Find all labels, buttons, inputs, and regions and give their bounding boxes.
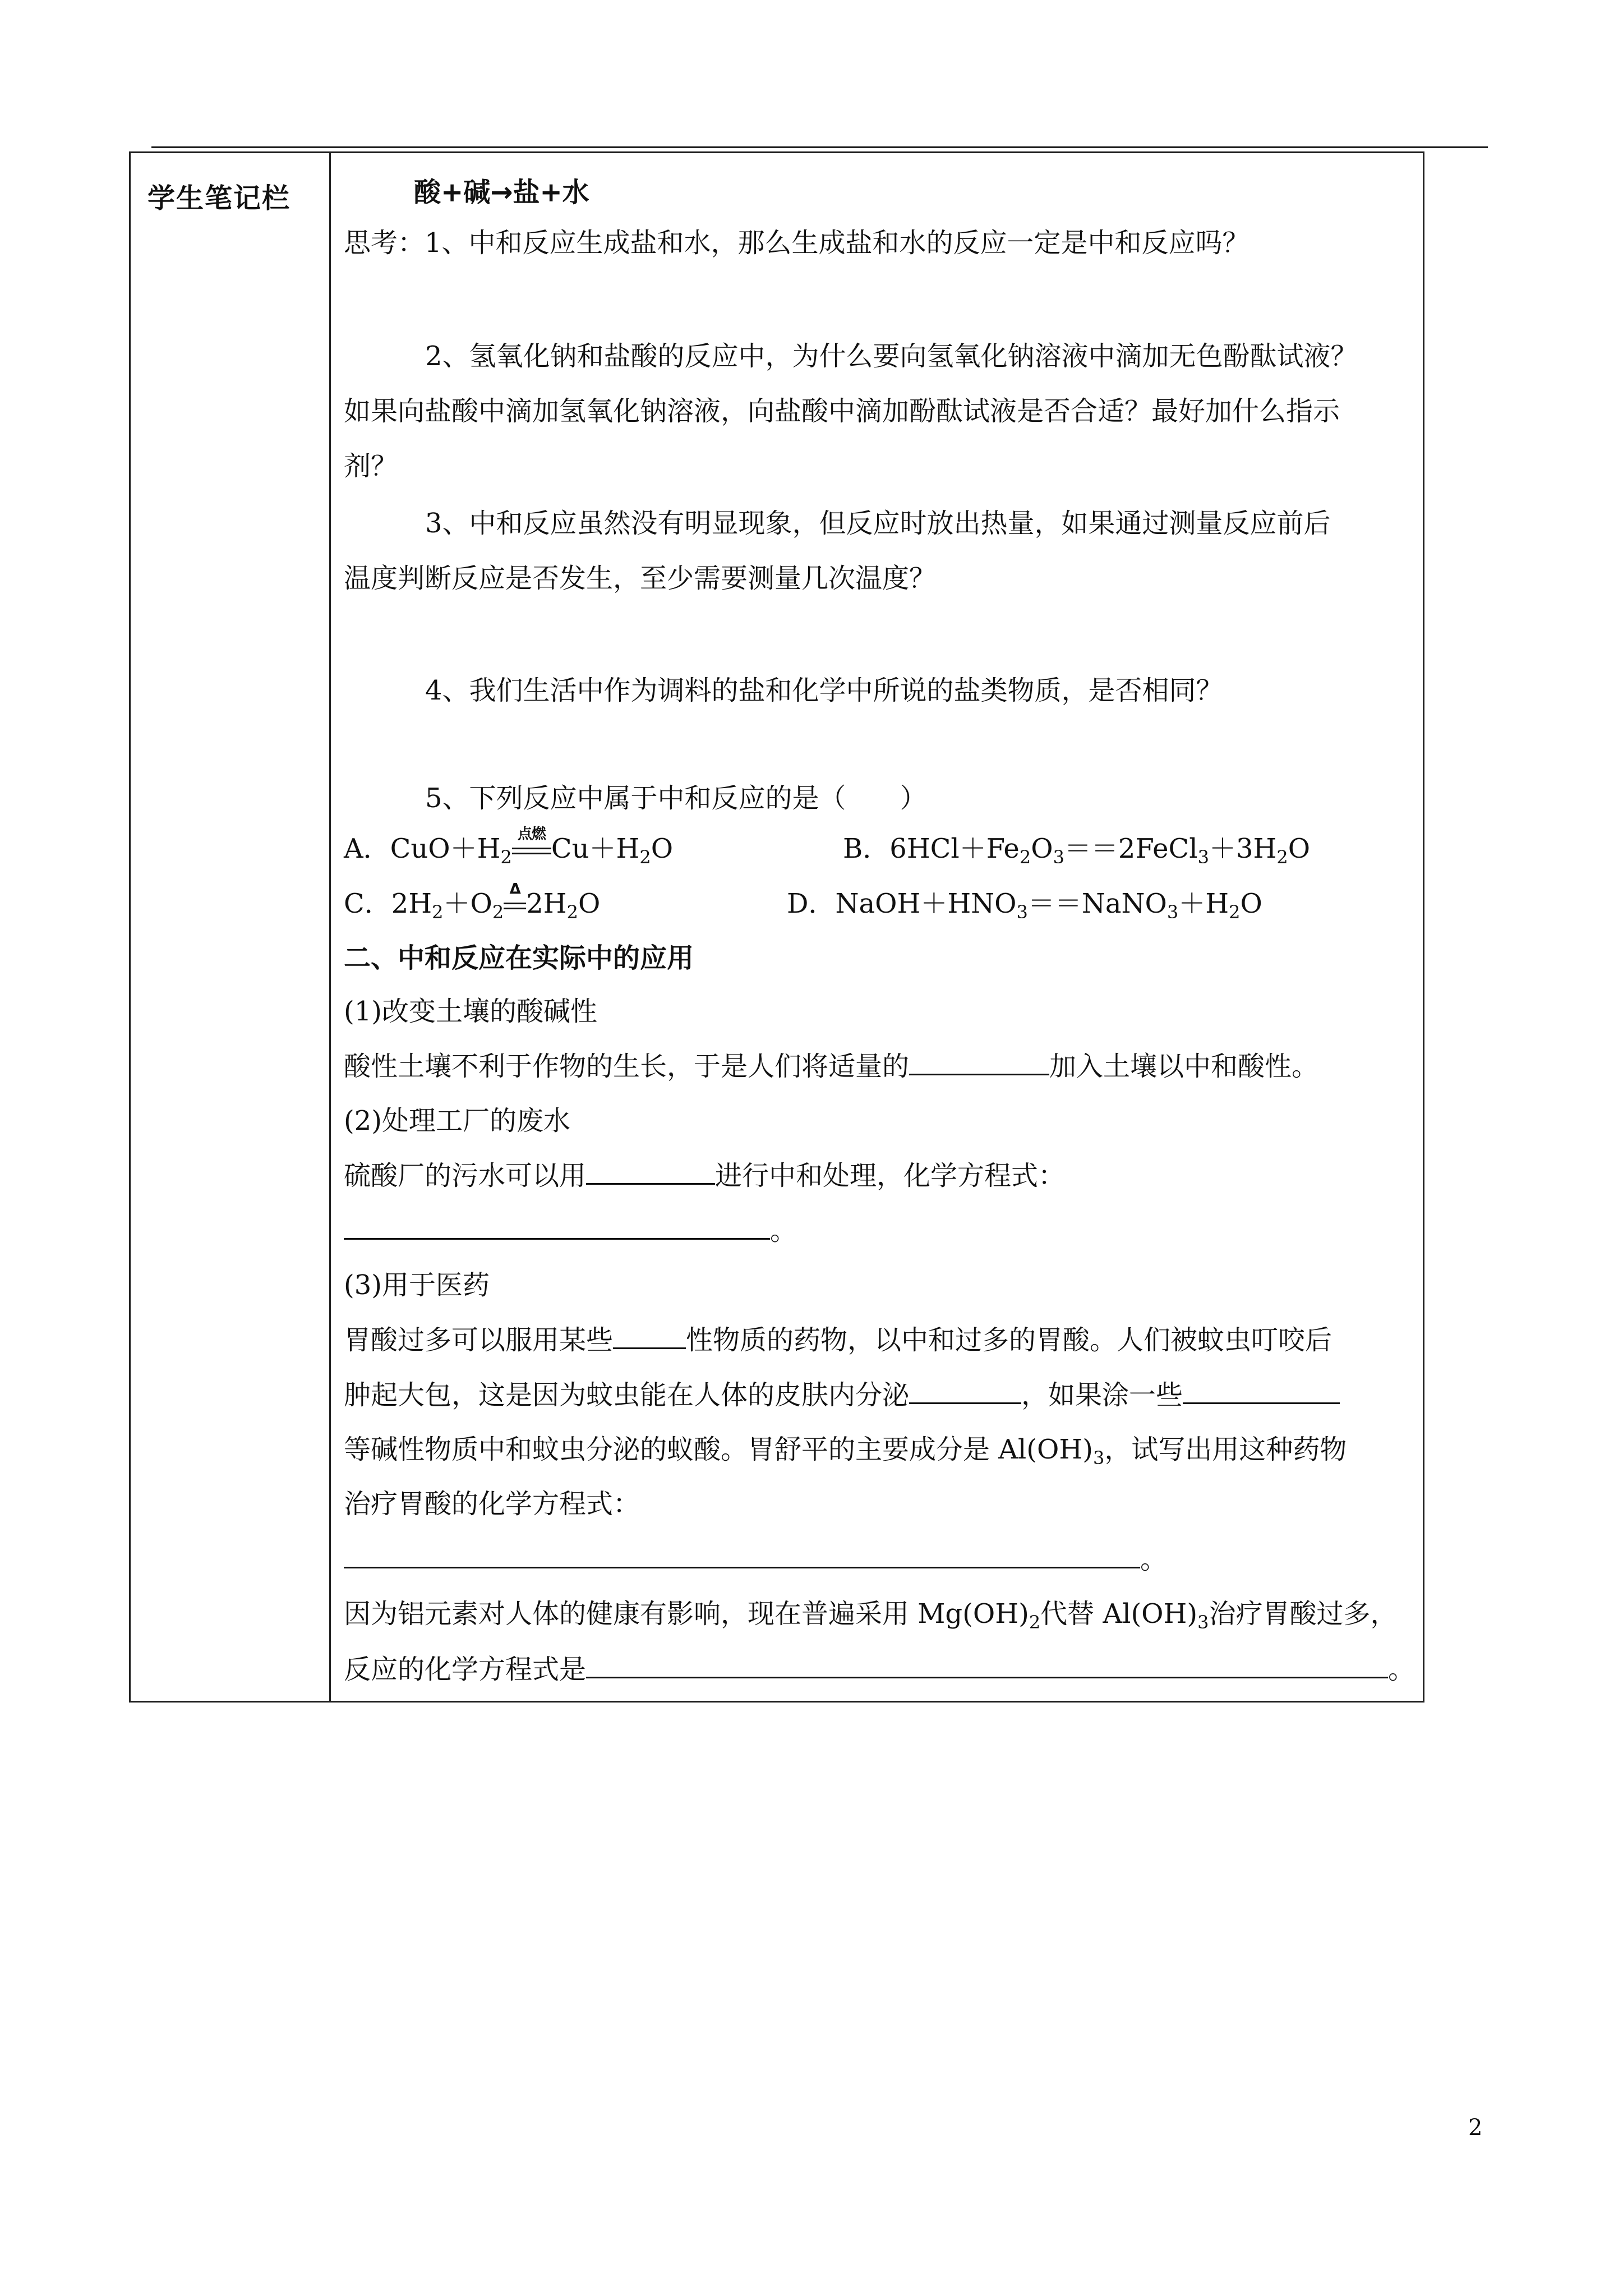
question-2-line-3: 剂？ — [344, 450, 398, 482]
fill-blank[interactable] — [613, 1323, 686, 1349]
option-a: A．$CuO+H_2$ 点燃 $Cu+H_2O$ — [344, 826, 674, 868]
fill-blank[interactable] — [586, 1158, 715, 1185]
section-2-3-line-1: 胃酸过多可以服用某些 性物质的药物，以中和过多的胃酸。人们被蚊虫叮咬后 — [344, 1323, 1332, 1357]
question-2-line-2: 如果向盐酸中滴加氢氧化钠溶液，向盐酸中滴加酚酞试液是否合适？最好加什么指示 — [344, 395, 1340, 427]
question-1: 思考：1、中和反应生成盐和水，那么生成盐和水的反应一定是中和反应吗？ — [344, 227, 1249, 259]
option-d: D．$NaOH+HNO_3==NaNO_3+H_2O$ — [787, 888, 1262, 923]
fill-blank[interactable] — [1183, 1378, 1340, 1404]
fill-blank[interactable] — [909, 1378, 1021, 1404]
page-number: 2 — [1468, 2115, 1483, 2141]
option-c: C．$2H_2+O_2$ Δ $2H_2O$ — [344, 881, 601, 923]
main-content — [344, 153, 1415, 1701]
fill-blank[interactable] — [344, 1213, 770, 1240]
section-2-2-equation: 。 — [344, 1213, 797, 1248]
section-2-3-line-7: 反应的化学方程式是 。 — [344, 1652, 1415, 1686]
notes-table — [129, 151, 1424, 1703]
option-b: B．$6HCl+Fe_2O_3==2FeCl_3+3H_2O$ — [843, 833, 1311, 868]
section-2-3-line-5: 。 — [344, 1542, 1167, 1576]
section-2-1-text: 酸性土壤不利于作物的生长，于是人们将适量的 加入土壤以中和酸性。 — [344, 1049, 1318, 1083]
section-2-3-title: (3)用于医药 — [344, 1269, 490, 1301]
section-2-3-line-4: 治疗胃酸的化学方程式： — [344, 1488, 640, 1520]
header-rule — [151, 146, 1488, 148]
section-2-3-line-6: 因为铝元素对人体的健康有影响，现在普遍采用 $Mg(OH)_2$代替 $Al(OH)_3$治疗胃酸过多， — [344, 1598, 1398, 1633]
formula-heading: 酸+碱→盐+水 — [414, 177, 589, 208]
fill-blank[interactable] — [909, 1049, 1049, 1075]
section-2-title: 二、中和反应在实际中的应用 — [344, 942, 694, 974]
question-3-line-2: 温度判断反应是否发生，至少需要测量几次温度？ — [344, 563, 937, 594]
question-2-line-1: 2、氢氧化钠和盐酸的反应中，为什么要向氢氧化钠溶液中滴加无色酚酞试液？ — [425, 341, 1358, 372]
section-2-2-text: 硫酸厂的污水可以用 进行中和处理，化学方程式： — [344, 1158, 1065, 1193]
section-2-3-line-2: 肿起大包，这是因为蚊虫能在人体的皮肤内分泌 ，如果涂一些 — [344, 1378, 1340, 1412]
reaction-condition-heat: Δ — [504, 887, 526, 921]
section-2-2-title: (2)处理工厂的废水 — [344, 1105, 570, 1137]
question-3-line-1: 3、中和反应虽然没有明显现象，但反应时放出热量，如果通过测量反应前后 — [425, 508, 1331, 539]
reaction-condition-ignite: 点燃 — [512, 832, 551, 866]
section-2-3-line-3: 等碱性物质中和蚊虫分泌的蚁酸。胃舒平的主要成分是 $Al(OH)_3$，试写出用这种药物 — [344, 1434, 1347, 1469]
fill-blank[interactable] — [586, 1652, 1388, 1678]
question-5: 5、下列反应中属于中和反应的是（ ） — [425, 783, 927, 814]
side-title: 学生笔记栏 — [147, 182, 291, 214]
section-2-1-title: (1)改变土壤的酸碱性 — [344, 996, 597, 1027]
fill-blank[interactable] — [344, 1542, 1140, 1568]
question-4: 4、我们生活中作为调料的盐和化学中所说的盐类物质，是否相同？ — [425, 675, 1223, 706]
side-column — [131, 153, 331, 1701]
